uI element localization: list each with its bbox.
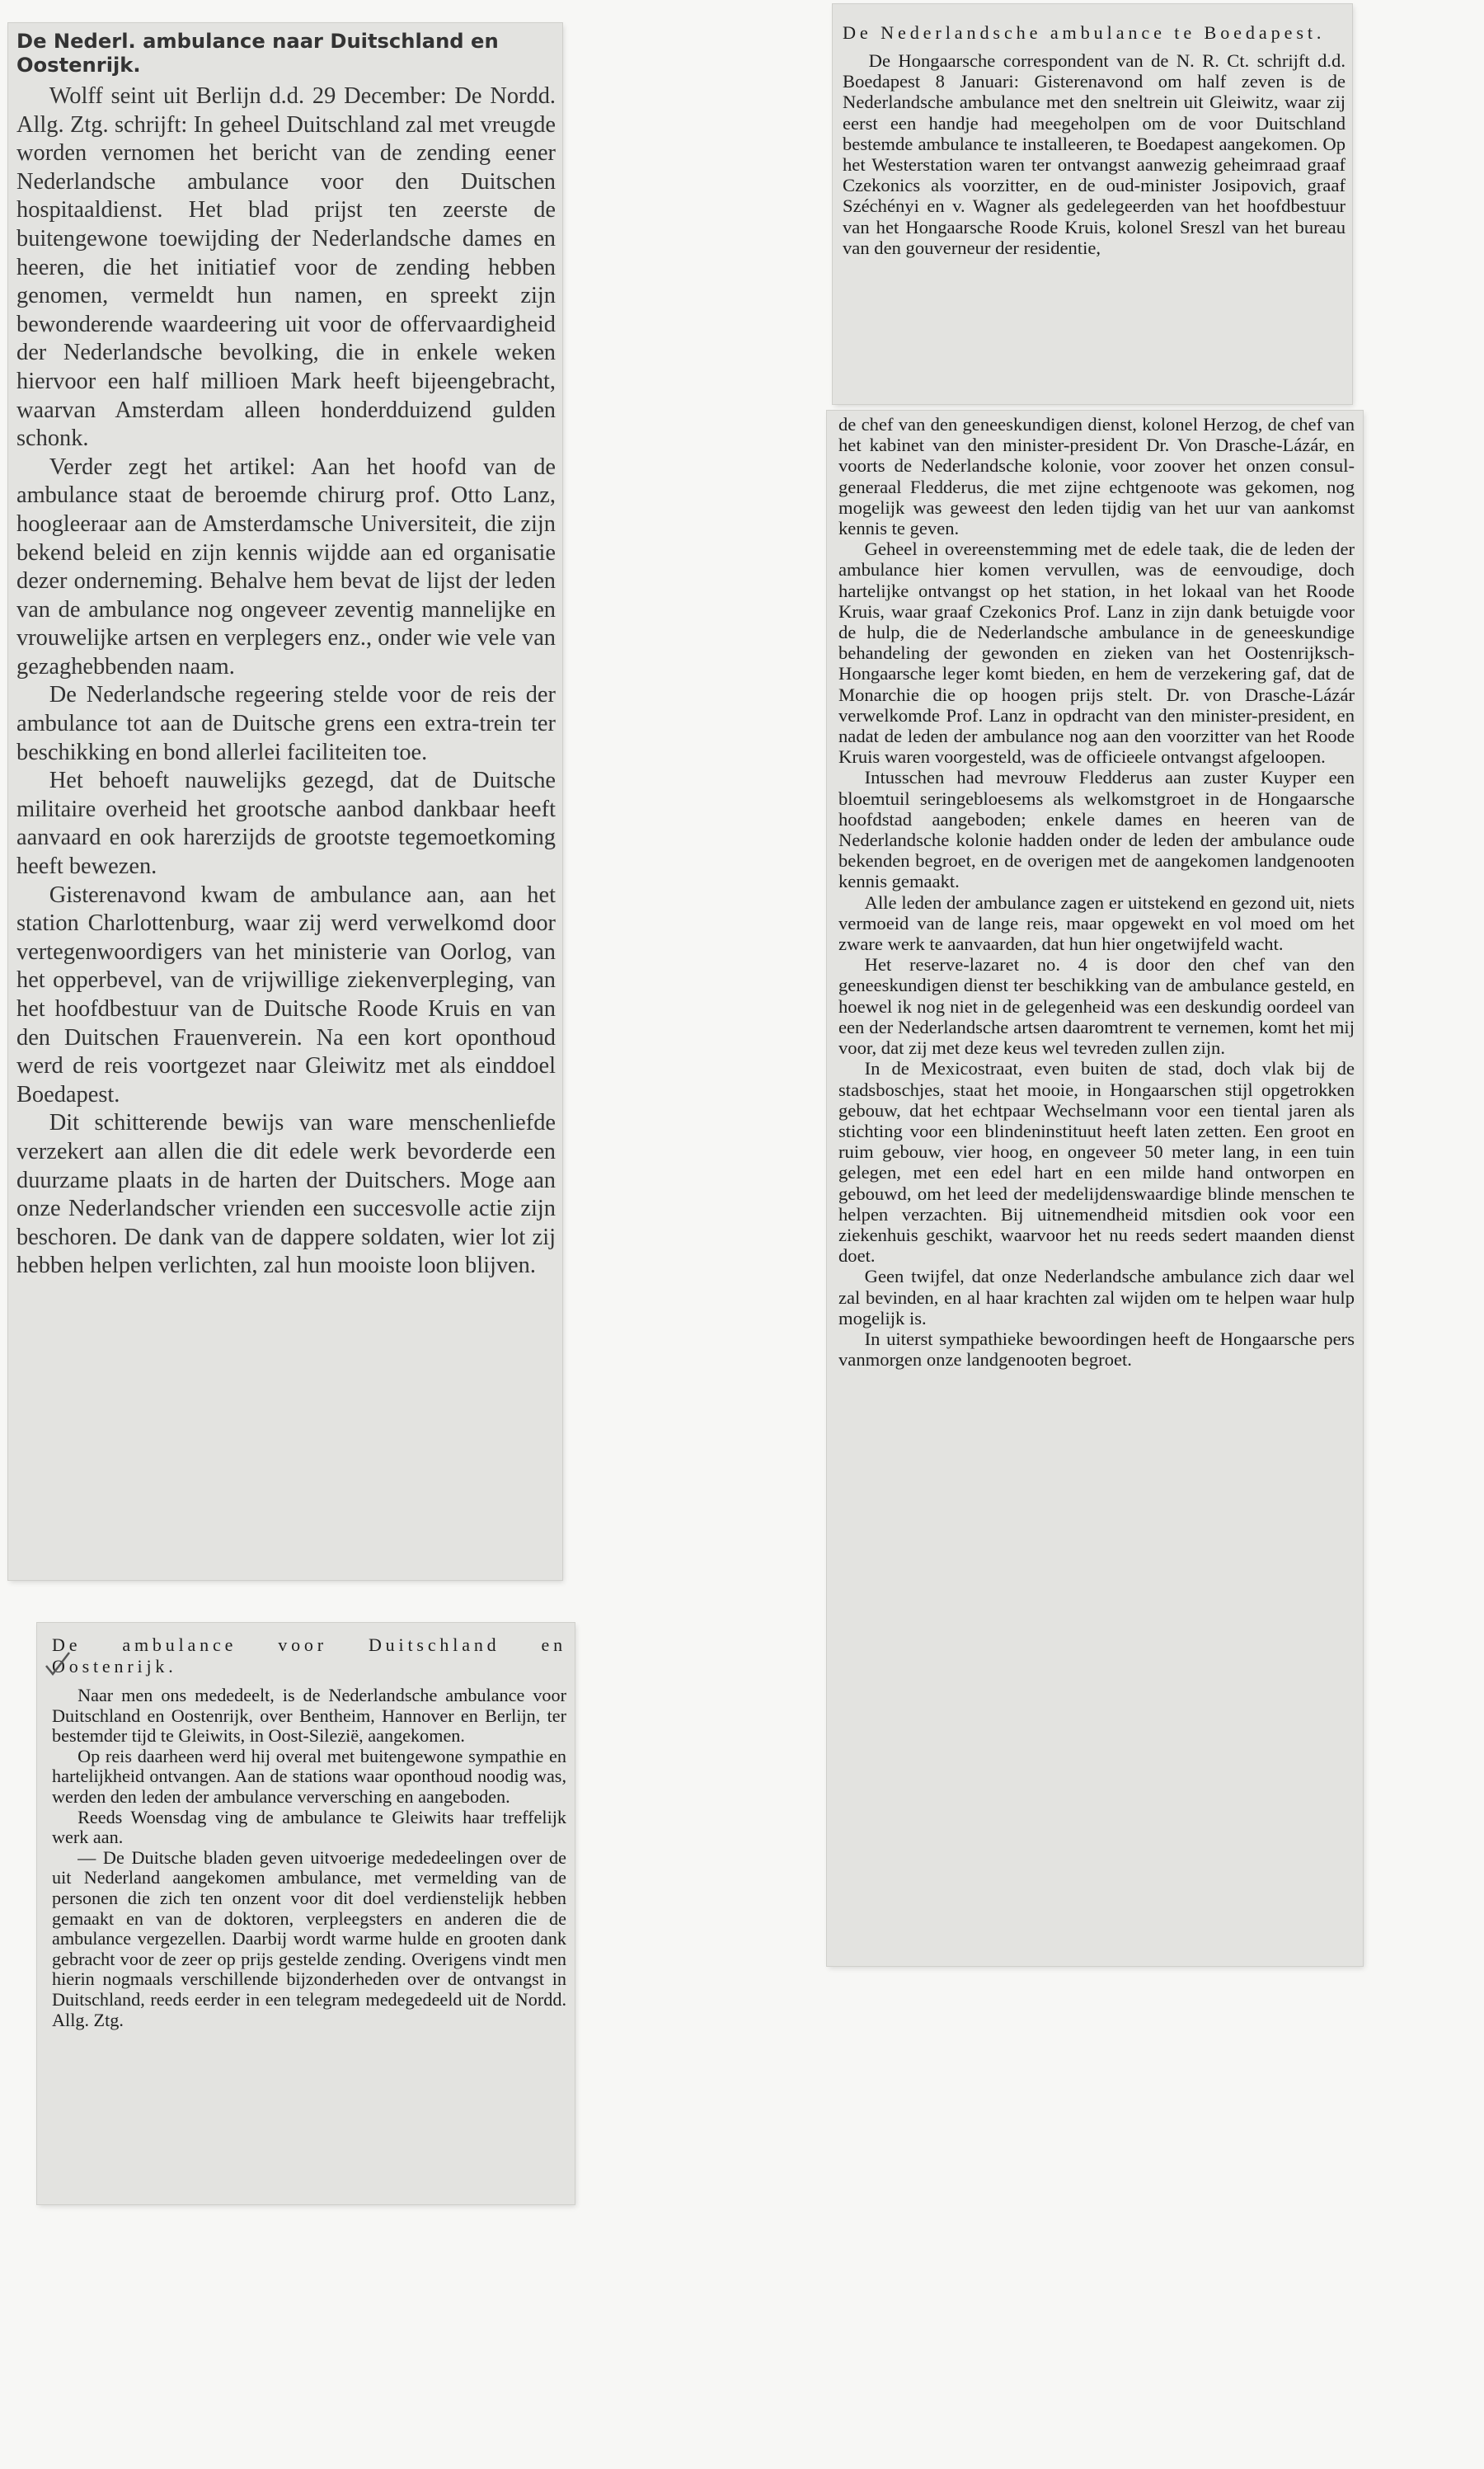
clipping2-paragraph: Reeds Woensdag ving de ambulance te Gleiwits haar treffelijk werk aan. [52, 1806, 566, 1848]
clipping1-paragraph: De Nederlandsche regeering stelde voor de reis der ambulance tot aan de Duitsche grens een extra-trein ter beschikking en bond allerlei faciliteiten toe. [16, 682, 556, 765]
clipping2-headline: De ambulance voor Duitschland en Oostenrijk. [52, 1634, 566, 1677]
clipping1-headline: De Nederl. ambulance naar Duitschland en Oostenrijk. [16, 30, 499, 77]
clipping3-paragraph: de chef van den geneeskundigen dienst, kolonel Herzog, de chef van het kabinet van den minister-president Dr. Von Drasche-Lázár, en voorts de Nederlandsche kolonie, voor zoover het onzen consul-generaal Fledderus, die met zijne echtgenoote was gekomen, nog mogelijk was geweest den leden tijdig van het uur van aankomst kennis te geven. [838, 414, 1355, 539]
clipping-ambulance-boedapest-continued [827, 411, 1363, 1966]
clipping3-headline: De Nederlandsche ambulance te Boedapest. [843, 22, 1326, 43]
clipping1-paragraph: Verder zegt het artikel: Aan het hoofd van de ambulance staat de beroemde chirurg prof. Otto Lanz, hoogleeraar aan de Amsterdamsche Universiteit, die zijn bekend beleid en zijn kennis wijdde aan ed organisatie dezer onderneming. Behalve hem bevat de lijst der leden van de ambulance nog ongeveer zeventig mannelijke en vrouwelijke artsen en verplegers enz., onder wie vele van gezaghebbenden naam. [16, 454, 556, 680]
clipping3-paragraph: De Hongaarsche correspondent van de N. R. Ct. schrijft d.d. Boedapest 8 Januari: Gisterenavond om half zeven is de Nederlandsche ambulance met den sneltrein uit Gleiwitz, waar zij eerst een handje had meegeholpen om de voor Duitschland bestemde ambulance te installeeren, te Boedapest aangekomen. Op het Westerstation waren ter ontvangst aanwezig geheimraad graaf Czekonics als voorzitter, en de oud-minister Josipovich, graaf Széchényi en v. Wagner als gedelegeerden van het hoofdbestuur van het Hongaarsche Roode Kruis, kolonel Sreszl van het bureau van den gouverneur der residentie, [843, 50, 1345, 258]
pencil-check-mark [43, 1649, 73, 1679]
clipping1-paragraph: Dit schitterende bewijs van ware menschenliefde verzekert aan allen die dit edele werk bevorderde een duurzame plaats in de harten der Duitschers. Moge aan onze Nederlandscher vrienden een succesvolle actie zijn beschoren. De dank van de dappere soldaten, wier lot zij hebben helpen verlichten, zal hun mooiste loon blijven. [16, 1110, 556, 1279]
clipping2-paragraph: Naar men ons mededeelt, is de Nederlandsche ambulance voor Duitschland en Oostenrijk, over Bentheim, Hannover en Berlijn, ter bestemder tijd te Gleiwits, in Oost-Silezië, aangekomen. [52, 1685, 566, 1747]
clipping3-paragraph: Het reserve-lazaret no. 4 is door den chef van den geneeskundigen dienst ter beschikking van de ambulance gesteld, en hoewel ik nog niet in de gelegenheid was een deskundig oordeel van een der Nederlandsche artsen daaromtrent te vernemen, komt het mij voor, dat zij met deze keus wel tevreden zullen zijn. [838, 954, 1355, 1059]
clipping1-paragraph: Het behoeft nauwelijks gezegd, dat de Duitsche militaire overheid het grootsche aanbod dankbaar heeft aanvaard en ook harerzijds de grootste tegemoetkoming heeft bewezen. [16, 768, 556, 880]
clipping3-paragraph: Intusschen had mevrouw Fledderus aan zuster Kuyper een bloemtuil seringebloesems als welkomstgroet in de Hongaarsche hoofdstad aangeboden; enkele dames en heeren van de Nederlandsche kolonie hadden onder de leden der ambulance oude bekenden begroet, en de overigen met de aangekomen landgenooten kennis gemaakt. [838, 767, 1355, 892]
clipping3-paragraph: Geen twijfel, dat onze Nederlandsche ambulance zich daar wel zal bevinden, en al haar krachten zal wijden om te helpen waar hulp mogelijk is. [838, 1266, 1355, 1329]
clipping-ambulance-boedapest-top [833, 4, 1352, 404]
clipping3-paragraph: Alle leden der ambulance zagen er uitstekend en gezond uit, niets vermoeid van de lange reis, maar opgewekt en vol moed om het zware werk te aanvaarden, dat hun hier ongetwijfeld wacht. [838, 891, 1355, 955]
clipping1-paragraph: Wolff seint uit Berlijn d.d. 29 December: De Nordd. Allg. Ztg. schrijft: In geheel Duitschland zal met vreugde worden vernomen het bericht van de zending eener Nederlandsche ambulance voor den Duitschen hospitaaldienst. Het blad prijst ten zeerste de buitengewone toewijding der Nederlandsche dames en heeren, die het initiatief voor de zending hebben genomen, vermeldt hun namen, en spreekt zijn bewonderende waardeering uit voor de offervaardigheid der Nederlandsche bevolking, die in enkele weken hiervoor een half millioen Mark heeft bijeengebracht, waarvan Amsterdam alleen honderdduizend gulden schonk. [16, 83, 556, 452]
clipping3-paragraph: In de Mexicostraat, even buiten de stad, doch vlak bij de stadsboschjes, staat het mooie, in Hongaarschen stijl opgetrokken gebouw, dat het echtpaar Wechselmann voor een tiental jaren als stichting voor een blindeninstituut heeft laten zetten. Een groot en ruim gebouw, vier hoog, en ongeveer 50 meter lang, in een tuin gelegen, met een edel hart en een milde hand ontworpen en gebouwd, om het leed der medelijdenswaardige blinde menschen te helpen verzachten. Bij uitnemendheid mitsdien ook voor een ziekenhuis geschikt, waarvoor het nu reeds sedert maanden dienst doet. [838, 1058, 1355, 1267]
clipping-ambulance-duitschland-oostenrijk [8, 23, 562, 1580]
clipping2-paragraph: Op reis daarheen werd hij overal met buitengewone sympathie en hartelijkheid ontvangen. Aan de stations waar oponthoud noodig was, werden den leden der ambulance verversching en aangeboden. [52, 1745, 566, 1807]
clipping3-paragraph: In uiterst sympathieke bewoordingen heeft de Hongaarsche pers vanmorgen onze landgenooten begroet. [838, 1328, 1355, 1371]
clipping1-paragraph: Gisterenavond kwam de ambulance aan, aan het station Charlottenburg, waar zij werd verwelkomd door vertegenwoordigers van het ministerie van Oorlog, van het opperbevel, van de vrijwillige ziekenverpleging, van het hoofdbestuur van de Duitsche Roode Kruis en van den Duitschen Frauenverein. Na een kort oponthoud werd de reis voortgezet naar Gleiwitz met als einddoel Boedapest. [16, 882, 556, 1108]
clipping3-paragraph: Geheel in overeenstemming met de edele taak, die de leden der ambulance hier komen vervullen, was de eenvoudige, doch hartelijke ontvangst op het station, in het lokaal van het Roode Kruis, waar graaf Czekonics Prof. Lanz in zijn dank betuigde voor de hulp, die de Nederlandsche ambulance in de geneeskundige behandeling der gewonden en zieken van het Oostenrijksch-Hongaarsche leger komt bieden, en hem de verzekering gaf, dat de Monarchie die op hoogen prijs stelt. Dr. von Drasche-Lázár verwelkomde Prof. Lanz in opdracht van den minister-president, en nadat de leden der ambulance nog aan den voorzitter van het Roode Kruis waren voorgesteld, was de officieele ontvangst afgeloopen. [838, 538, 1355, 768]
clipping-ambulance-voor-duitschland [37, 1623, 575, 2204]
clipping2-paragraph: — De Duitsche bladen geven uitvoerige mededeelingen over de uit Nederland aangekomen ambulance, met vermelding van de personen die zich ten onzent voor dit doel verdienstelijk hebben gemaakt en van de doktoren, verpleegsters en anderen die de ambulance vergezellen. Daarbij wordt warme hulde en grooten dank gebracht voor de zeer op prijs gestelde zending. Overigens vindt men hierin nogmaals verschillende bijzonderheden over de ontvangst in Duitschland, reeds eerder in een telegram medegedeeld uit de Nordd. Allg. Ztg. [52, 1846, 566, 2030]
